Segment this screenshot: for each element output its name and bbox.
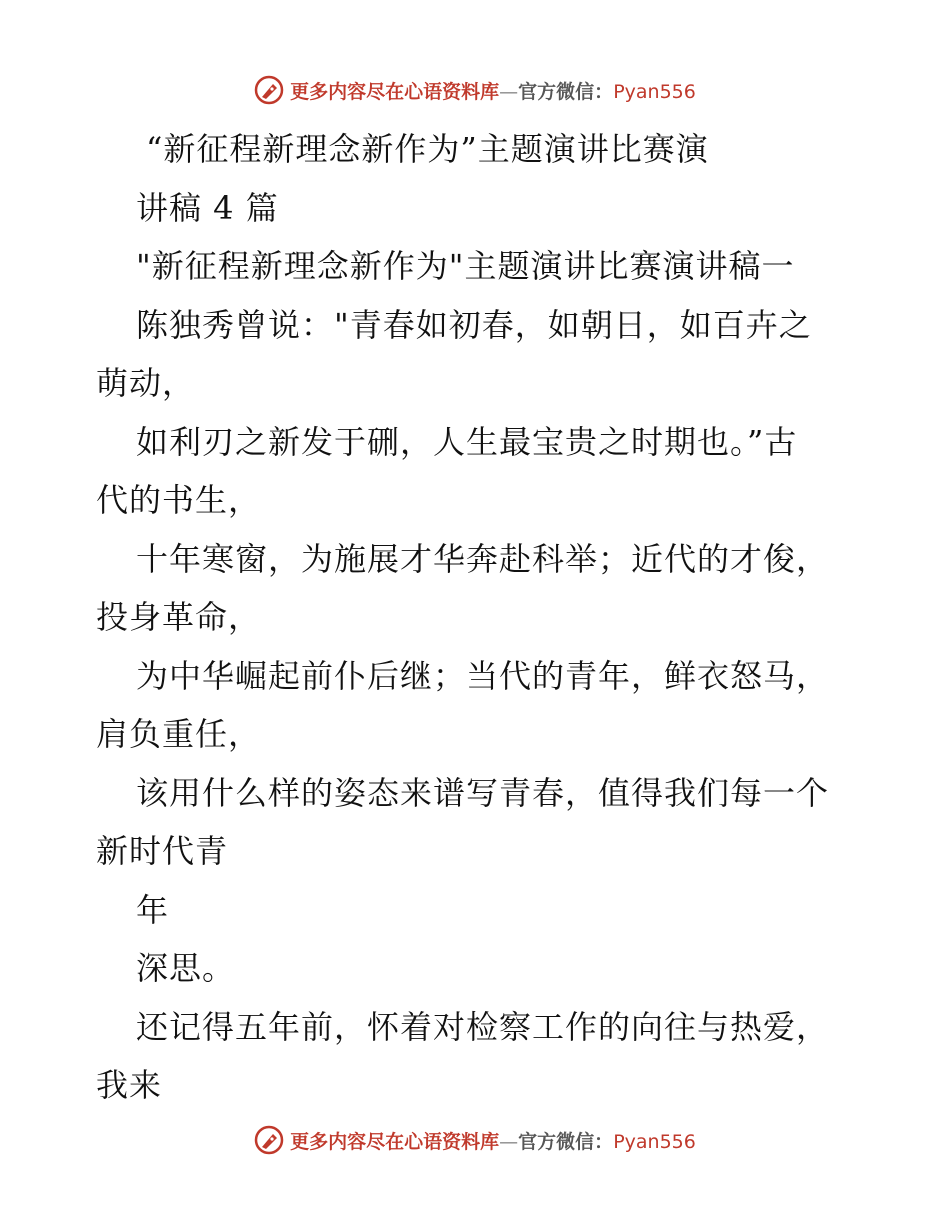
- paragraph-line: 十年寒窗，为施展才华奔赴科举；近代的才俊，: [136, 539, 830, 578]
- paragraph-line: 新时代青: [96, 832, 229, 870]
- banner-main-text: 更多内容尽在心语资料库: [290, 1130, 500, 1153]
- paragraph-line: 投身革命，: [96, 598, 262, 636]
- banner-text: [290, 1127, 696, 1154]
- banner-official-text: 官方微信：: [518, 1130, 614, 1153]
- paragraph-line: 该用什么样的姿态来谱写青春，值得我们每一个: [136, 773, 830, 812]
- banner-wechat-id: Pyan556: [613, 80, 696, 103]
- paragraph-line: 年: [136, 890, 170, 929]
- paragraph-line: 如利刃之新发于硎，人生最宝贵之时期也。”古: [136, 422, 798, 461]
- pen-nib-logo-icon: [254, 1125, 284, 1155]
- document-title-line-2: 讲稿 4 篇: [136, 188, 279, 227]
- pen-nib-logo-icon: [254, 75, 284, 105]
- paragraph-line: 深思。: [136, 949, 236, 987]
- paragraph-line: 陈独秀曾说："青春如初春，如朝日，如百卉之: [136, 305, 812, 344]
- banner-text: [290, 77, 696, 104]
- paragraph-line: 还记得五年前，怀着对检察工作的向往与热爱，: [136, 1007, 830, 1046]
- footer-banner: [0, 1120, 950, 1160]
- banner-wechat-id: Pyan556: [613, 1130, 696, 1153]
- paragraph-line: "新征程新理念新作为"主题演讲比赛演讲稿一: [136, 247, 795, 285]
- paragraph-line: 代的书生，: [96, 481, 262, 519]
- paragraph-line: 为中华崛起前仆后继；当代的青年，鲜衣怒马，: [136, 656, 830, 695]
- paragraph-line: 萌动，: [96, 364, 196, 402]
- paragraph-line: 我来: [96, 1066, 163, 1104]
- banner-official-text: 官方微信：: [518, 80, 614, 103]
- banner-separator: —: [499, 1130, 519, 1153]
- paragraph-line: 肩负重任，: [96, 715, 262, 753]
- document-body: [96, 120, 876, 1115]
- header-banner: [0, 70, 950, 110]
- banner-main-text: 更多内容尽在心语资料库: [290, 80, 500, 103]
- document-title-line-1: “新征程新理念新作为”主题演讲比赛演: [146, 130, 709, 168]
- banner-separator: —: [499, 80, 519, 103]
